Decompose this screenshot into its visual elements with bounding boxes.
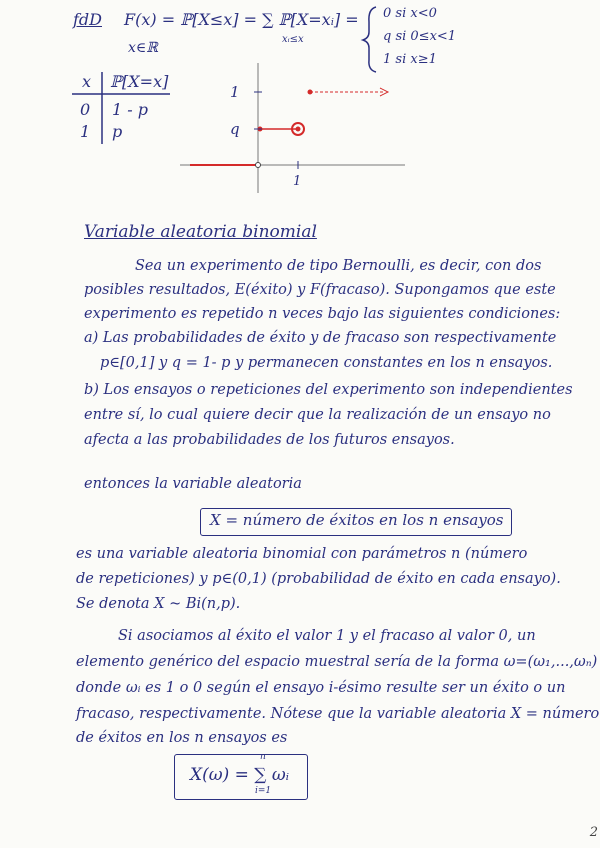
intro-line-2: posibles resultados, E(éxito) y F(fracaso). Supongamos que este — [84, 282, 556, 298]
assoc-line-3: donde ωᵢ es 1 o 0 según el ensayo i-ésimo resulte ser un éxito o un — [76, 680, 566, 696]
graph-open-point-0 — [256, 163, 261, 168]
graph-x-label-1: 1 — [293, 174, 302, 189]
binomial-desc-line-3: Se denota X ~ Bi(n,p). — [76, 596, 241, 612]
pmf-row-0-p: 1 - p — [112, 100, 148, 119]
boxed-definition-text: X = número de éxitos en los n ensayos — [210, 511, 504, 529]
final-formula: X(ω) = ∑ ωᵢ — [190, 765, 290, 785]
cond-a-line-2: p∈[0,1] y q = 1- p y permanecen constantes en los n ensayos. — [100, 355, 553, 371]
assoc-line-4: fracaso, respectivamente. Nótese que la variable aleatoria X = número — [76, 706, 600, 722]
final-sum-bottom: i=1 — [255, 786, 272, 796]
cdf-step-graph — [180, 55, 410, 195]
pmf-row-1-x: 1 — [80, 122, 91, 141]
cdf-sum-index: xᵢ≤x — [282, 34, 304, 45]
cdf-domain: x∈ℝ — [128, 40, 158, 56]
pmf-header-p: ℙ[X=x] — [110, 72, 169, 91]
pmf-header-x: x — [82, 72, 92, 91]
cdf-label: fdD — [73, 10, 102, 29]
cond-b-line-1: b) Los ensayos o repeticiones del experimento son independientes — [84, 382, 573, 398]
cdf-formula: F(x) = ℙ[X≤x] = ∑ ℙ[X=xᵢ] = — [124, 10, 359, 29]
section-title: Variable aleatoria binomial — [84, 222, 317, 242]
intro-line-1: Sea un experimento de tipo Bernoulli, es decir, con dos — [135, 258, 542, 274]
binomial-desc-line-1: es una variable aleatoria binomial con parámetros n (número — [76, 546, 528, 562]
intro-line-3: experimento es repetido n veces bajo las siguientes condiciones: — [84, 306, 561, 322]
then-text: entonces la variable aleatoria — [84, 476, 302, 492]
cdf-case-1: 0 si x<0 — [383, 6, 437, 21]
pmf-row-0-x: 0 — [80, 100, 91, 119]
cond-b-line-3: afecta a las probabilidades de los futuros ensayos. — [84, 432, 455, 448]
assoc-line-2: elemento genérico del espacio muestral sería de la forma ω=(ω₁,...,ωₙ) — [76, 654, 598, 670]
page-number: 2 — [589, 825, 598, 840]
cdf-case-2: q si 0≤x<1 — [383, 29, 457, 44]
graph-closed-point-1 — [308, 90, 313, 95]
assoc-line-5: de éxitos en los n ensayos es — [76, 730, 288, 746]
binomial-desc-line-2: de repeticiones) y p∈(0,1) (probabilidad de éxito en cada ensayo). — [76, 571, 561, 587]
graph-inner-point-q — [296, 127, 301, 132]
assoc-line-1: Si asociamos al éxito el valor 1 y el fracaso al valor 0, un — [118, 628, 536, 644]
cond-b-line-2: entre sí, lo cual quiere decir que la realización de un ensayo no — [84, 407, 551, 423]
pmf-table-lines — [70, 70, 180, 150]
pmf-row-1-p: p — [112, 122, 123, 141]
cond-a-line-1: a) Las probabilidades de éxito y de fracaso son respectivamente — [84, 330, 557, 346]
graph-y-label-1: 1 — [230, 83, 240, 101]
graph-y-label-q: q — [230, 120, 240, 138]
cdf-case-3: 1 si x≥1 — [383, 52, 437, 67]
final-sum-top: n — [260, 752, 266, 762]
